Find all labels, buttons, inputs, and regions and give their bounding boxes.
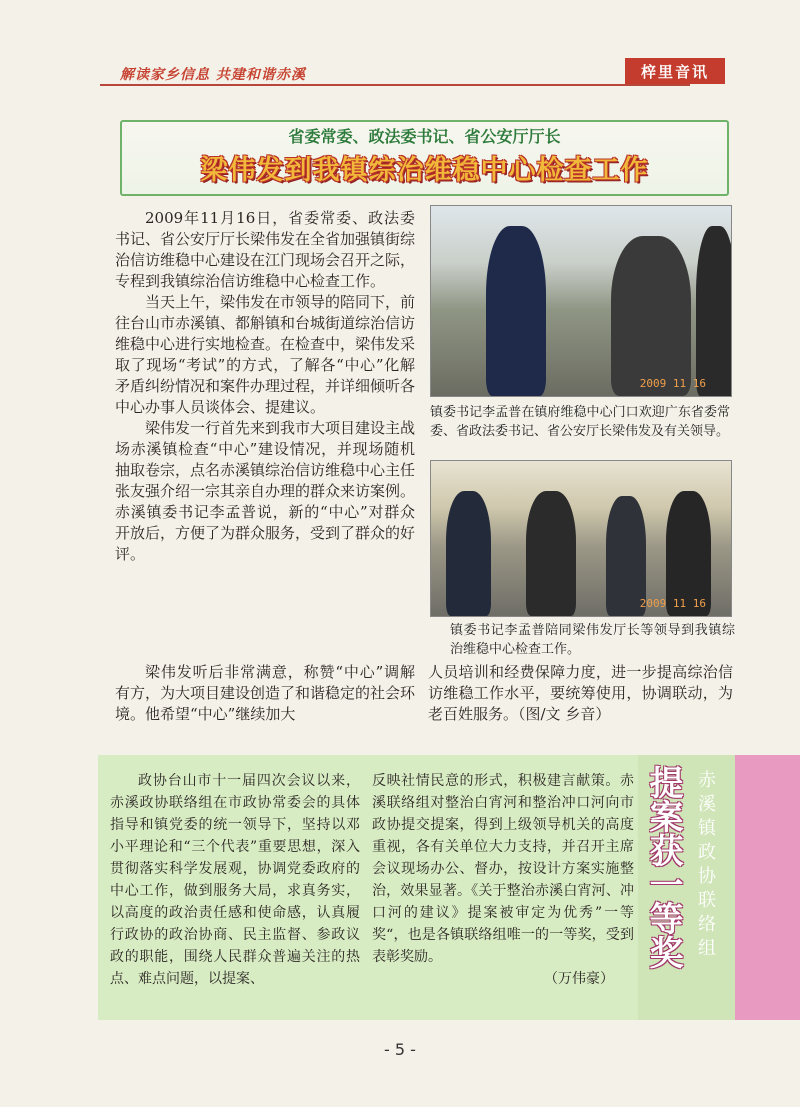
article-paragraph: 2009年11月16日，省委常委、政法委书记、省公安厅厅长梁伟发在全省加强镇街综治信访维稳中心建设在江门现场会召开之际，专程到我镇综治信访维稳中心检查工作。 [115,209,416,290]
sidebar-author: （万伟豪） [544,971,614,987]
article-title: 梁伟发到我镇综治维稳中心检查工作 [200,155,649,186]
photo-figure [611,236,691,396]
header-rule [100,84,690,86]
article-subtitle: 省委常委、政法委书记、省公安厅厅长 [288,127,561,146]
sidebar-title-panel [735,755,800,1020]
column-name-badge: 梓里音讯 [625,58,725,84]
article-paragraph: 人员培训和经费保障力度，进一步提高综治信访维稳工作水平，要统筹使用，协调联动，为老百姓服务。（图/文 乡音） [428,663,733,723]
photo-inspection [430,460,732,617]
article-paragraph: 梁伟发一行首先来到我市大项目建设主战场赤溪镇检查“中心”建设情况，并现场随机抽取卷宗，点名赤溪镇综治信访维稳中心主任张友强介绍一宗其亲自办理的群众来访案例。赤溪镇委书记李孟普说，新的“中心”对群众开放后，方便了为群众服务，受到了群众的好评。 [115,419,416,563]
header-slogan: 解读家乡信息 共建和谐赤溪 [120,67,306,83]
sidebar-right-text [372,770,634,990]
article-bottom-left [115,662,415,725]
article-title-frame [120,120,729,196]
photo-date-stamp: 2009 11 16 [639,597,706,610]
photo-figure [696,226,732,396]
sidebar-big-title: 提案获一等奖 [643,765,683,969]
sidebar-paragraph: 政协台山市十一届四次会议以来，赤溪政协联络组在市政协常委会的具体指导和镇党委的统一领导下，坚持以邓小平理论和“三个代表”重要思想，深入贯彻落实科学发展观，协调党委政府的中心工作，做到服务大局，求真务实，以高度的政治责任感和使命感，认真履行政协的政治协商、民主监督、参政议政的职能，围绕人民群众普遍关注的热点、难点问题，以提案、 [110,773,360,987]
sidebar-left-text [110,770,360,990]
page-number: - 5 - [384,1040,416,1059]
article-paragraph: 当天上午，梁伟发在市领导的陪同下，前往台山市赤溪镇、都斛镇和台城街道综治信访维稳中心进行实地检查。在检查中，梁伟发采取了现场“考试”的方式，了解各“中心”化解矛盾纠纷情况和案件办理过程，并详细倾听各中心办事人员谈体会、提建议。 [115,293,416,416]
photo-caption-1: 镇委书记李孟普在镇府维稳中心门口欢迎广东省委常委、省政法委书记、省公安厅长梁伟发及有关领导。 [430,405,730,439]
article-left-column [115,208,415,565]
photo-welcome [430,205,732,397]
article-bottom-right [428,662,733,725]
photo-date-stamp: 2009 11 16 [639,377,706,390]
photo-figure [526,491,576,616]
article-paragraph: 梁伟发听后非常满意，称赞“中心”调解有方，为大项目建设创造了和谐稳定的社会环境。他希望“中心”继续加大 [115,663,416,723]
photo-figure [486,226,546,396]
sidebar-small-title: 赤溪镇政协联络组 [695,770,716,962]
photo-caption-2: 镇委书记李孟普陪同梁伟发厅长等领导到我镇综治维稳中心检查工作。 [450,623,735,657]
sidebar-paragraph: 反映社情民意的形式，积极建言献策。赤溪联络组对整治白宵河和整治冲口河向市政协提交提案，得到上级领导机关的高度重视，各有关单位大力支持，并召开主席会议现场办公、督办，按设计方案实施整治，效果显著。《关于整治赤溪白宵河、冲口河的建议》提案被审定为优秀”一等奖“，也是各镇联络组唯一的一等奖，受到表彰奖励。 [372,773,634,965]
photo-figure [446,491,491,616]
